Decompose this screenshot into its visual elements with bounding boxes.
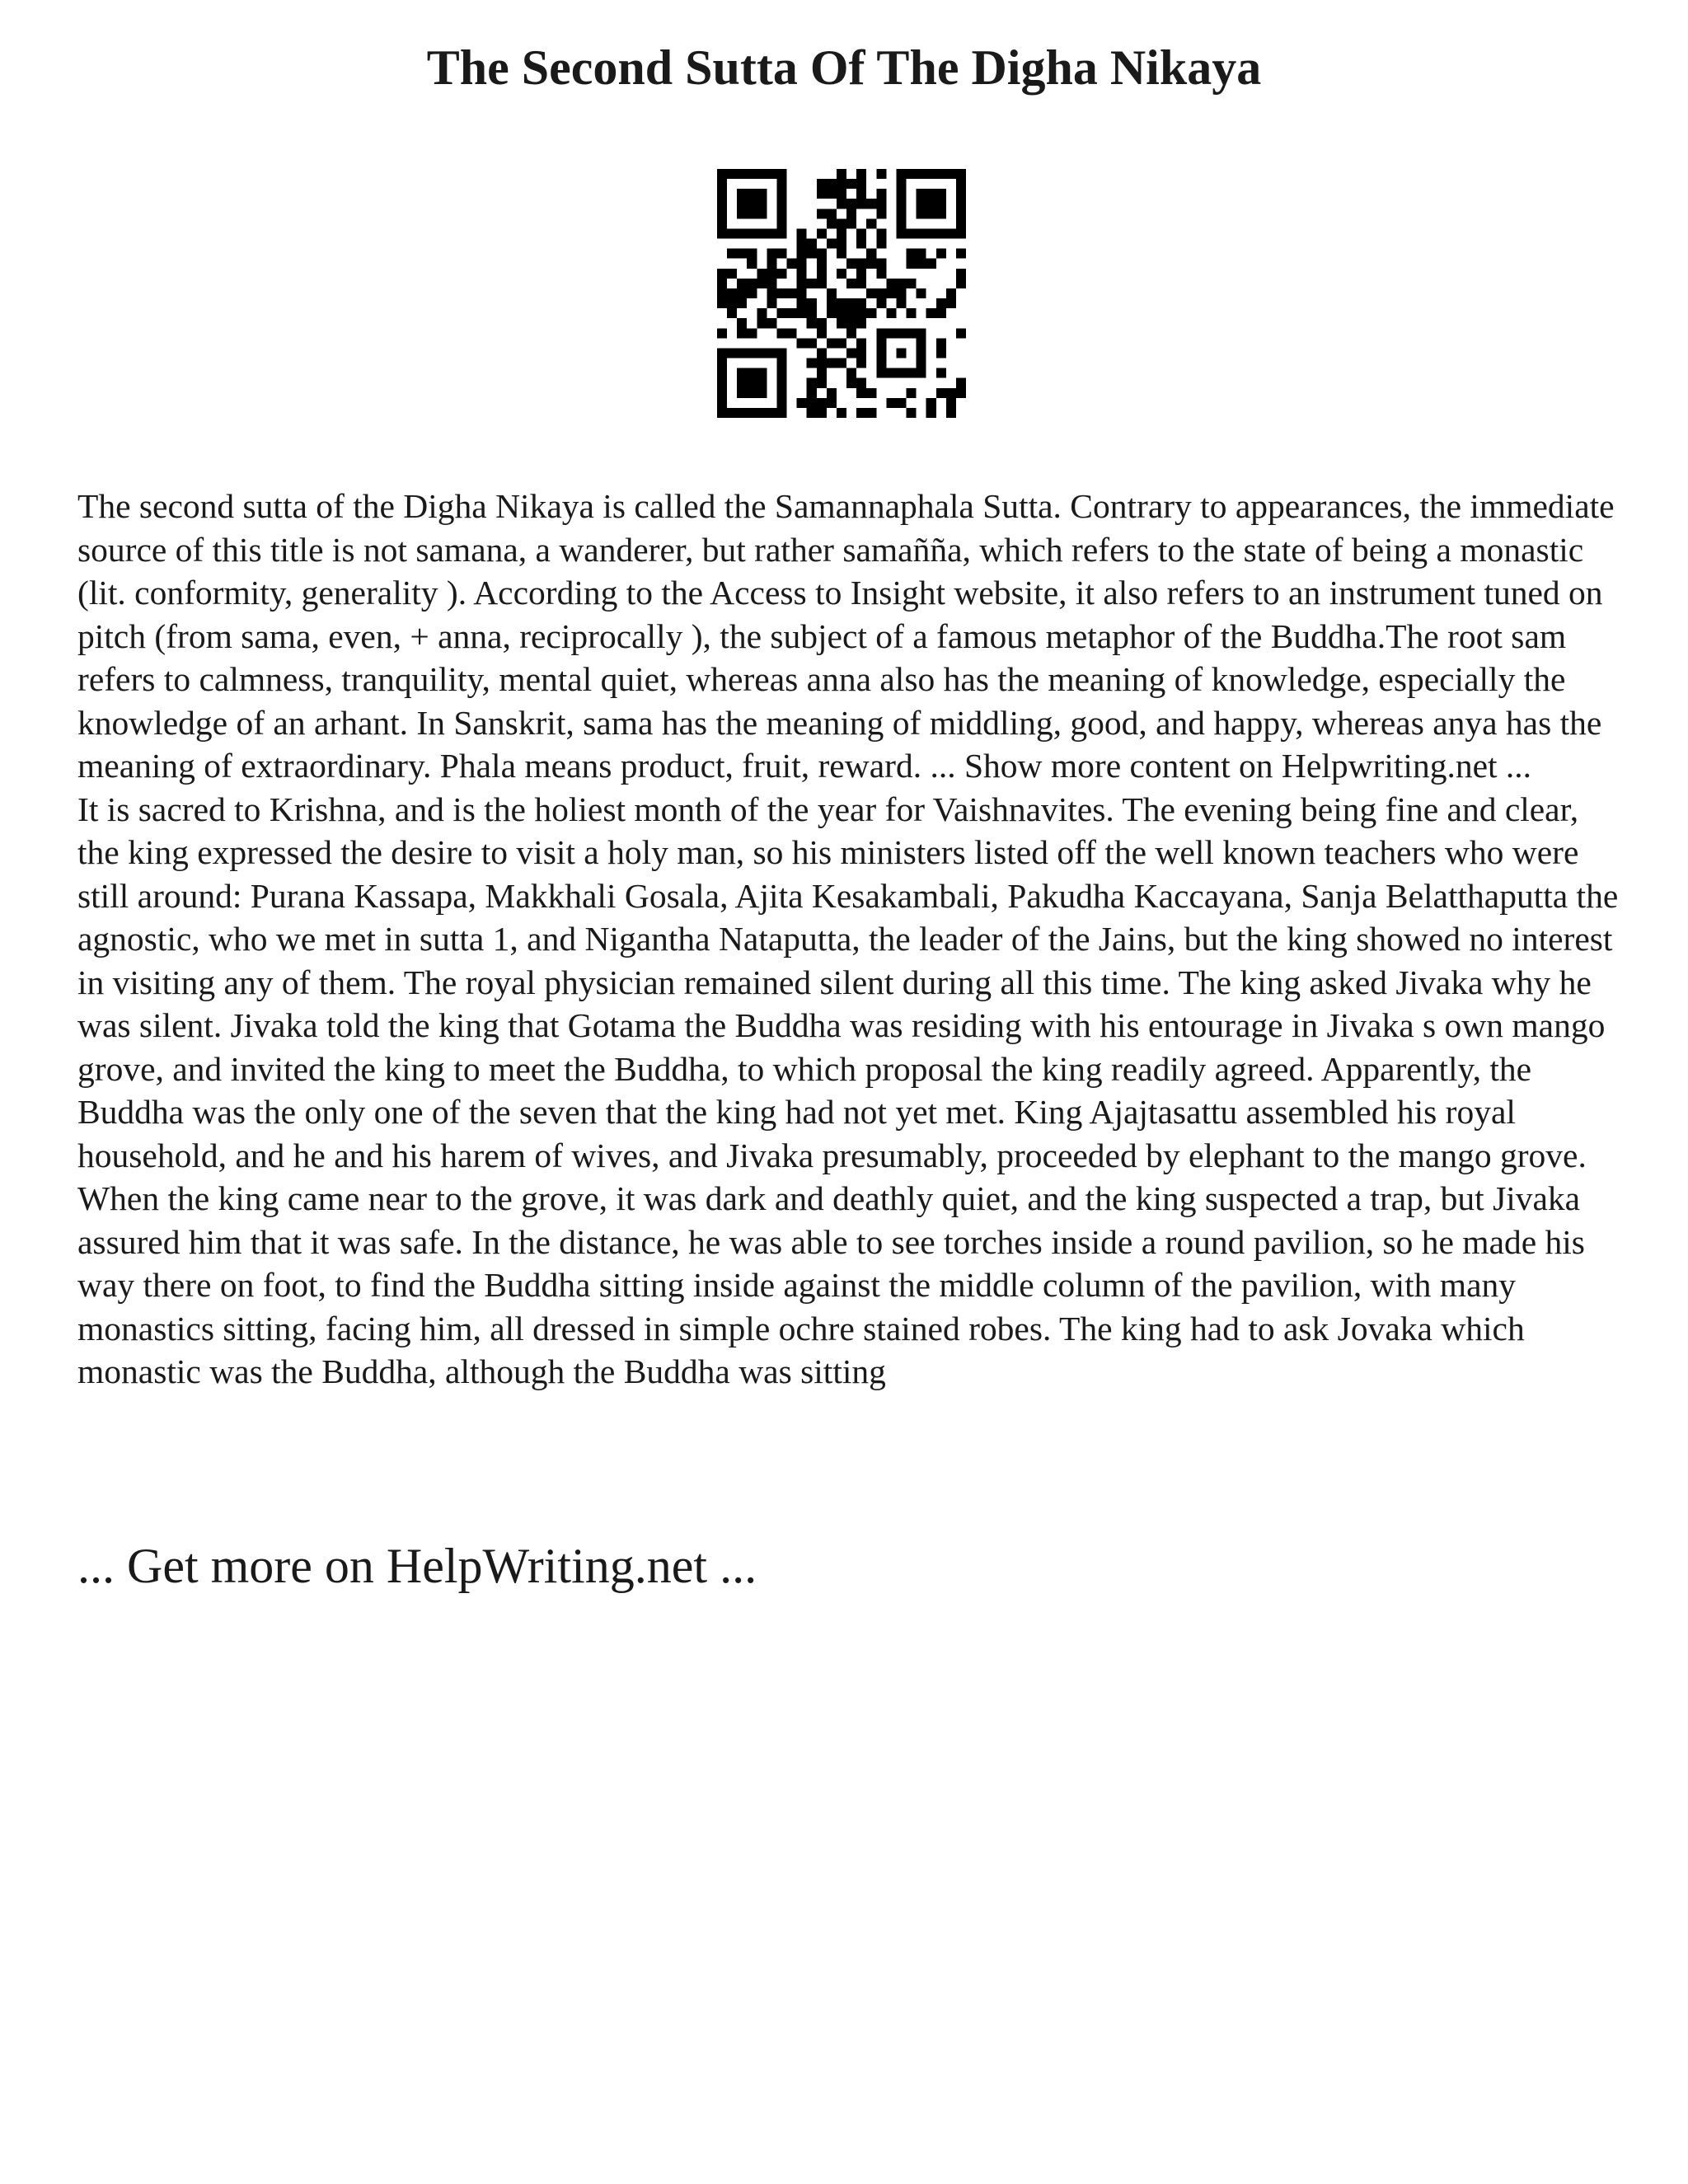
article-body <box>77 485 1627 1394</box>
get-more-link[interactable]: ... Get more on HelpWriting.net ... <box>77 1539 757 1593</box>
page-title: The Second Sutta Of The Digha Nikaya <box>426 40 1262 95</box>
qr-code-icon[interactable] <box>717 169 966 418</box>
paragraph-1: The second sutta of the Digha Nikaya is called the Samannaphala Sutta. Contrary to appearances, the immediate source of this title is not samana, a wanderer, but rather samañña, which refers to the state of being a monastic (lit. conformity, generality ). According to the Access to Insight website, it also refers to an instrument tuned on pitch (from sama, even, + anna, reciprocally ), the subject of a famous metaphor of the Buddha.The root sam refers to calmness, tranquility, mental quiet, whereas anna also has the meaning of knowledge, especially the knowledge of an arhant. In Sanskrit, sama has the meaning of middling, good, and happy, whereas anya has the meaning of extraordinary. Phala means product, fruit, reward. ... Show more content on Helpwriting.net ... <box>77 487 1615 785</box>
paragraph-2: It is sacred to Krishna, and is the holiest month of the year for Vaishnavites. The evening being fine and clear, the king expressed the desire to visit a holy man, so his ministers listed off the well known teachers who were still around: Purana Kassapa, Makkhali Gosala, Ajita Kesakambali, Pakudha Kaccayana, Sanja Belatthaputta the agnostic, who we met in sutta 1, and Nigantha Nataputta, the leader of the Jains, but the king showed no interest in visiting any of them. The royal physician remained silent during all this time. The king asked Jivaka why he was silent. Jivaka told the king that Gotama the Buddha was residing with his entourage in Jivaka s own mango grove, and invited the king to meet the Buddha, to which proposal the king readily agreed. Apparently, the Buddha was the only one of the seven that the king had not yet met. King Ajajtasattu assembled his royal household, and he and his harem of wives, and Jivaka presumably, proceeded by elephant to the mango grove. When the king came near to the grove, it was dark and deathly quiet, and the king suspected a trap, but Jivaka assured him that it was safe. In the distance, he was able to see torches inside a round pavilion, so he made his way there on foot, to find the Buddha sitting inside against the middle column of the pavilion, with many monastics sitting, facing him, all dressed in simple ochre stained robes. The king had to ask Jovaka which monastic was the Buddha, although the Buddha was sitting <box>77 790 1619 1390</box>
